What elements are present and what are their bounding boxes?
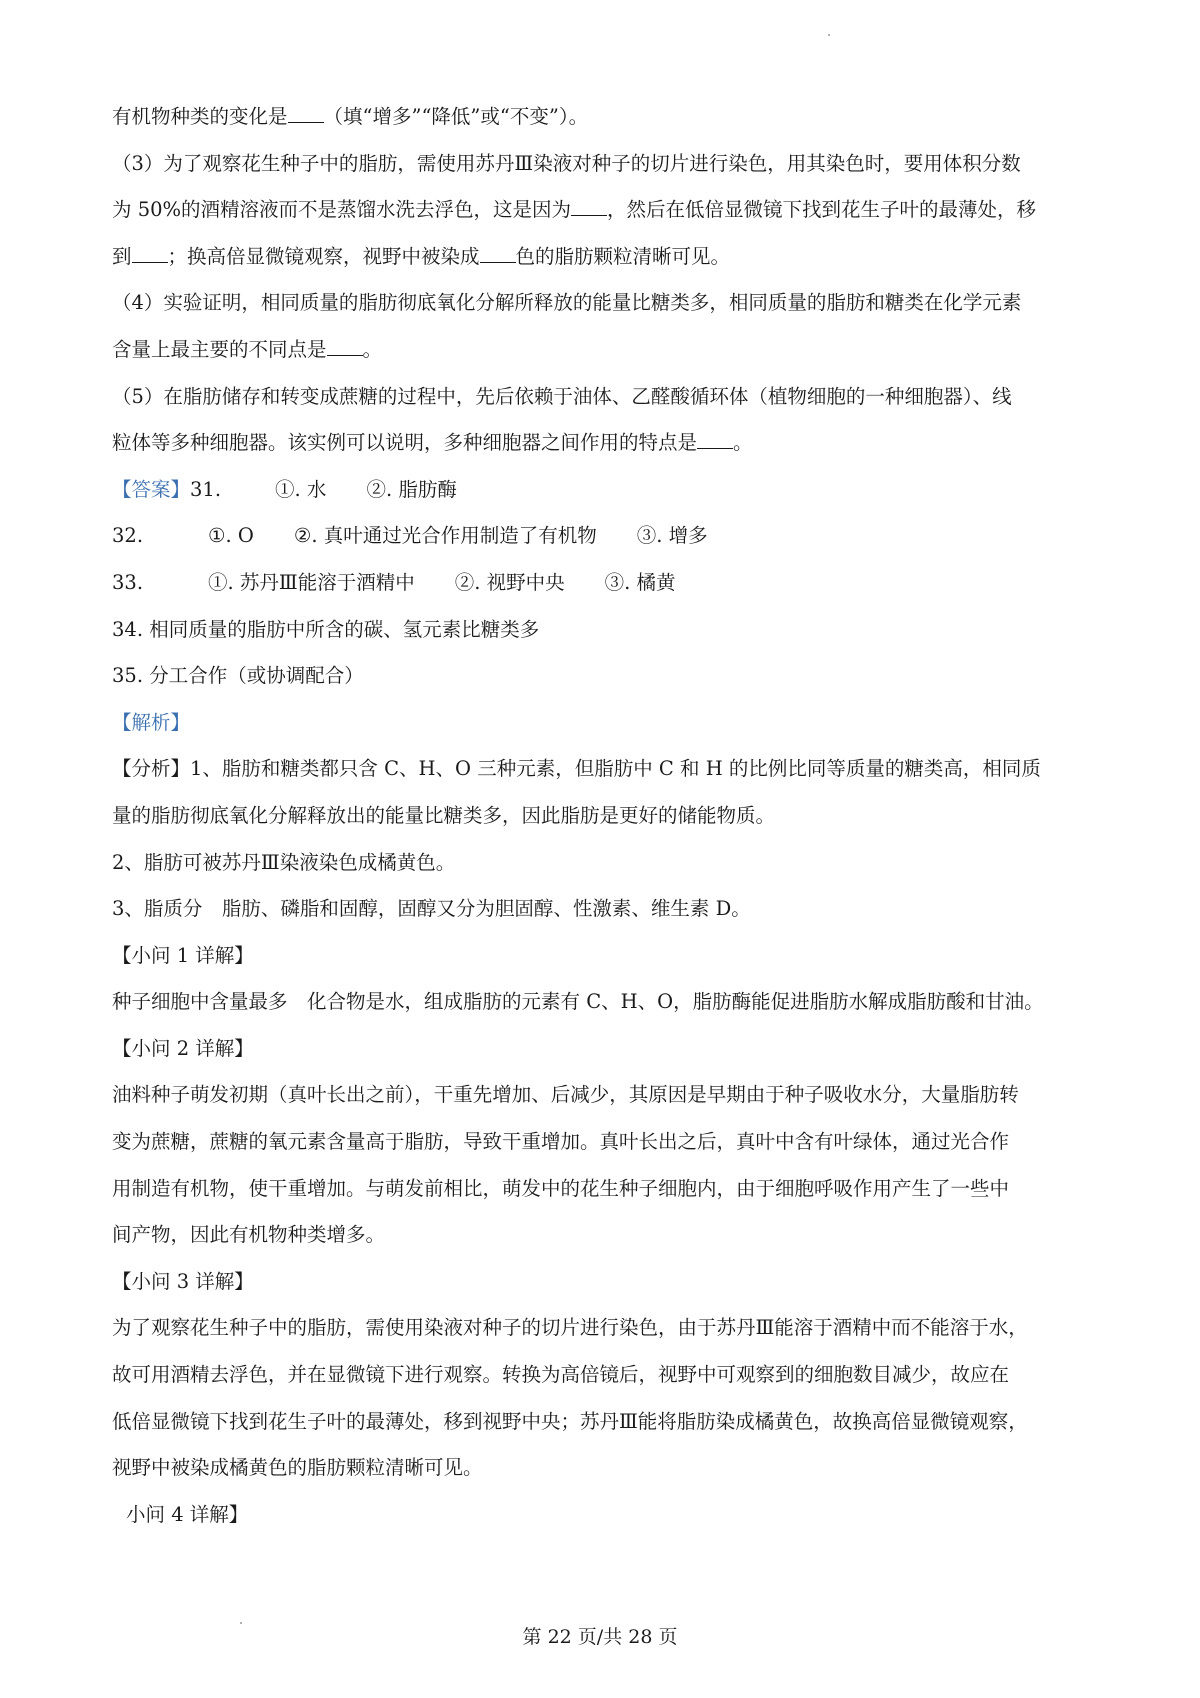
text-line xyxy=(112,1352,1097,1399)
question-5-line xyxy=(112,374,1097,421)
analysis-text: 种子细胞中含量最多 化合物是水，组成脂肪的元素有 C、H、O，脂肪酶能促进脂肪水解成脂肪酸和甘油。 xyxy=(112,990,1044,1014)
answer-blank xyxy=(132,248,168,263)
text-line xyxy=(112,840,1097,887)
analysis-text: 【分析】1、脂肪和糖类都只含 C、H、O 三种元素，但脂肪中 C 和 H 的比例比同等质量的糖类高，相同质 xyxy=(112,757,1041,781)
section-heading: 【小问 1 详解】 xyxy=(112,943,254,967)
scan-dot xyxy=(240,1622,242,1624)
answer-item: 35. 分工合作（或协调配合） xyxy=(112,664,364,688)
sub-question-heading xyxy=(112,1259,1097,1306)
analysis-label: 【解析】 xyxy=(112,710,191,734)
text-line xyxy=(112,420,1097,467)
text-line xyxy=(112,1119,1097,1166)
question-text: 。 xyxy=(733,431,753,455)
analysis-text: 为了观察花生种子中的脂肪，需使用染液对种子的切片进行染色，由于苏丹Ⅲ能溶于酒精中而不能溶于水， xyxy=(112,1316,1028,1340)
question-text: （填“增多”“降低”或“不变”）。 xyxy=(323,105,589,128)
text-line xyxy=(112,746,1097,793)
question-4-line xyxy=(112,280,1097,327)
question-text: 有机物种类的变化是 xyxy=(112,105,288,128)
answer-item: ②. 脂肪酶 xyxy=(366,477,457,501)
section-heading: 小问 4 详解】 xyxy=(126,1502,249,1526)
answer-number: 33. xyxy=(112,570,144,594)
answer-item: 34. 相同质量的脂肪中所含的碳、氢元素比糖类多 xyxy=(112,617,540,641)
question-text: 。 xyxy=(362,337,383,361)
answer-row-31 xyxy=(112,467,1097,514)
answer-blank xyxy=(571,201,607,216)
answer-row-34 xyxy=(112,607,1097,654)
answer-item: ①. O xyxy=(208,524,254,548)
answer-item: ①. 水 xyxy=(275,477,327,501)
question-text: ；换高倍显微镜观察，视野中被染成 xyxy=(167,244,480,268)
section-heading: 【小问 2 详解】 xyxy=(112,1036,254,1060)
sub-question-heading xyxy=(112,1492,1097,1539)
answer-blank xyxy=(697,434,733,449)
text-line xyxy=(112,234,1097,281)
text-line xyxy=(112,1212,1097,1259)
question-text: 色的脂肪颗粒清晰可见。 xyxy=(515,244,731,268)
text-line xyxy=(112,327,1097,374)
text-line xyxy=(112,1166,1097,1213)
section-heading: 【小问 3 详解】 xyxy=(112,1269,254,1293)
analysis-text: 量的脂肪彻底氧化分解释放出的能量比糖类多，因此脂肪是更好的储能物质。 xyxy=(112,803,776,827)
sub-question-heading xyxy=(112,933,1097,980)
question-text: 到 xyxy=(112,244,132,268)
text-line xyxy=(112,187,1097,234)
text-line xyxy=(112,979,1097,1026)
question-text: （5）在脂肪储存和转变成蔗糖的过程中，先后依赖于油体、乙醛酸循环体（植物细胞的一种细胞器）、线 xyxy=(112,384,1012,408)
answer-blank xyxy=(327,341,363,356)
analysis-text: 变为蔗糖，蔗糖的氧元素含量高于脂肪，导致干重增加。真叶长出之后，真叶中含有叶绿体，通过光合作 xyxy=(112,1130,1010,1154)
page-content xyxy=(112,94,1097,1538)
analysis-text: 低倍显微镜下找到花生子叶的最薄处，移到视野中央；苏丹Ⅲ能将脂肪染成橘黄色，故换高倍显微镜观察， xyxy=(112,1409,1028,1433)
text-line xyxy=(112,793,1097,840)
analysis-text: 3、脂质分 脂肪、磷脂和固醇，固醇又分为胆固醇、性激素、维生素 D。 xyxy=(112,897,751,921)
answer-number: 32. xyxy=(112,524,144,548)
answer-item: ②. 真叶通过光合作用制造了有机物 xyxy=(293,524,597,548)
question-text: ，然后在低倍显微镜下找到花生子叶的最薄处，移 xyxy=(607,198,1037,222)
analysis-text: 视野中被染成橘黄色的脂肪颗粒清晰可见。 xyxy=(112,1456,483,1480)
text-line xyxy=(112,94,1097,141)
answer-row-35 xyxy=(112,653,1097,700)
analysis-text: 故可用酒精去浮色，并在显微镜下进行观察。转换为高倍镜后，视野中可观察到的细胞数目减少，故应在 xyxy=(112,1363,1010,1387)
analysis-text: 间产物，因此有机物种类增多。 xyxy=(112,1223,386,1247)
text-line xyxy=(112,1445,1097,1492)
answer-row-33 xyxy=(112,560,1097,607)
question-text: （4）实验证明，相同质量的脂肪彻底氧化分解所释放的能量比糖类多，相同质量的脂肪和糖类在化学元素 xyxy=(112,291,1022,315)
answer-item: ③. 橘黄 xyxy=(604,570,676,594)
answer-label: 【答案】 xyxy=(112,477,191,501)
scan-dot xyxy=(828,34,830,36)
answer-number: 31. xyxy=(190,477,222,501)
analysis-text: 用制造有机物，使干重增加。与萌发前相比，萌发中的花生种子细胞内，由于细胞呼吸作用产生了一些中 xyxy=(112,1176,1010,1200)
question-text: 含量上最主要的不同点是 xyxy=(112,337,327,361)
answer-blank xyxy=(288,108,324,123)
text-line xyxy=(112,1072,1097,1119)
analysis-heading xyxy=(112,700,1097,747)
answer-item: ③. 增多 xyxy=(636,524,708,548)
text-line xyxy=(112,1399,1097,1446)
text-line xyxy=(112,886,1097,933)
analysis-text: 油料种子萌发初期（真叶长出之前），干重先增加、后减少，其原因是早期由于种子吸收水分，大量脂肪转 xyxy=(112,1083,1019,1107)
answer-item: ①. 苏丹Ⅲ能溶于酒精中 xyxy=(208,570,415,594)
analysis-text: 2、脂肪可被苏丹Ⅲ染液染色成橘黄色。 xyxy=(112,850,456,874)
answer-item: ②. 视野中央 xyxy=(454,570,565,594)
sub-question-heading xyxy=(112,1026,1097,1073)
answer-blank xyxy=(480,248,516,263)
answer-row-32 xyxy=(112,513,1097,560)
question-text: 为 50%的酒精溶液而不是蒸馏水洗去浮色，这是因为 xyxy=(112,198,572,222)
question-text: （3）为了观察花生种子中的脂肪，需使用苏丹Ⅲ染液对种子的切片进行染色，用其染色时，要用体积分数 xyxy=(112,151,1021,175)
page-number: 第 22 页/共 28 页 xyxy=(522,1626,678,1648)
question-3-line xyxy=(112,141,1097,188)
text-line xyxy=(112,1305,1097,1352)
question-text: 粒体等多种细胞器。该实例可以说明，多种细胞器之间作用的特点是 xyxy=(112,431,698,455)
